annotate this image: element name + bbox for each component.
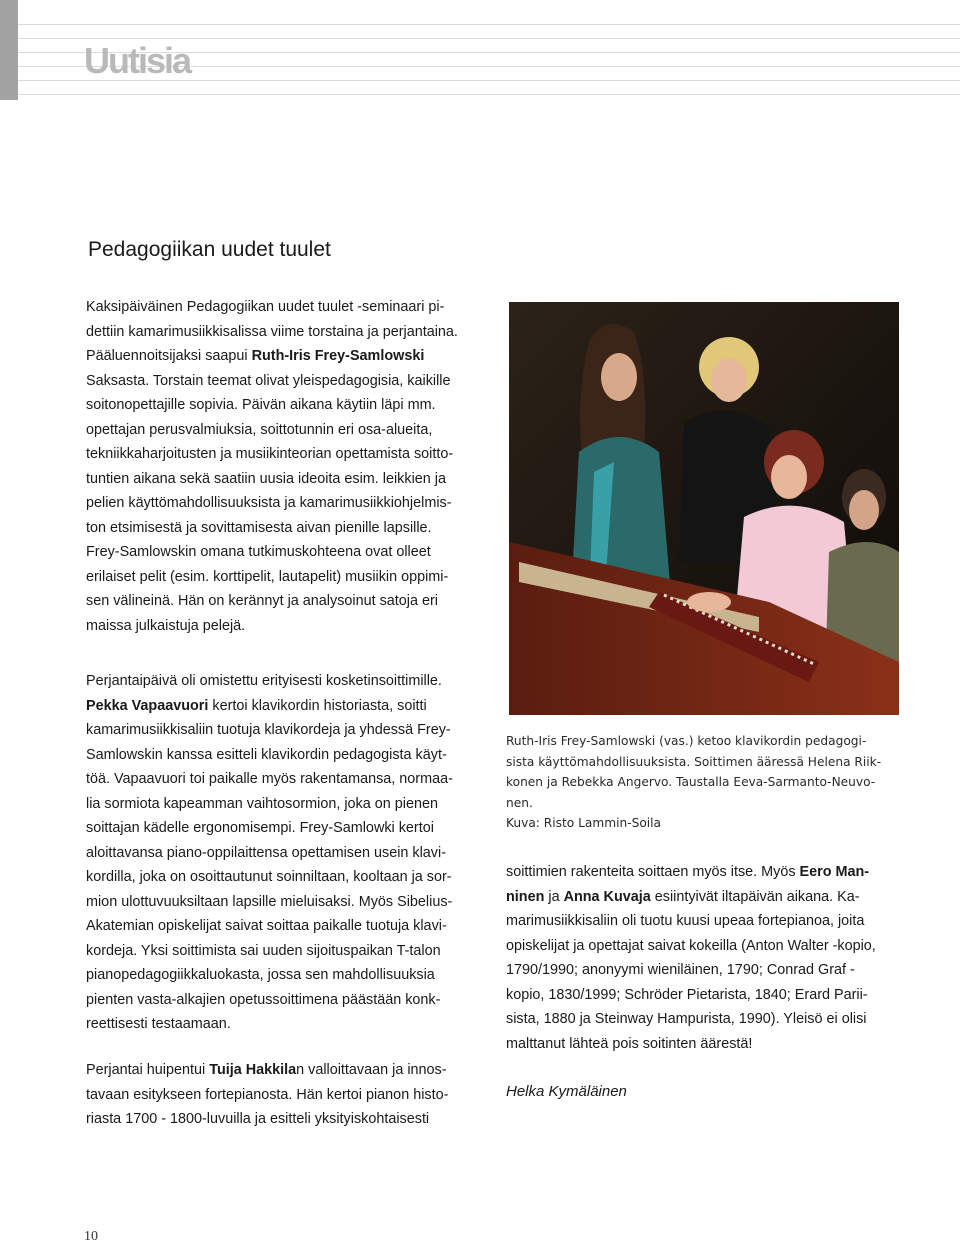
text-line: opettajan perusvalmiuksia, soittotunnin eri osa-alueita,	[86, 421, 433, 438]
text-line: kamarimusiikkisaliin tuotuja klavikordeja ja yhdessä Frey-	[86, 722, 451, 738]
text-line: tuntien aikana sekä saatiin uusia ideoita esim. leikkien ja	[86, 470, 446, 487]
text-line: sen välineinä. Hän on kerännyt ja analysoinut satoja eri	[86, 593, 438, 609]
photo-illustration	[509, 302, 899, 715]
text-line: pienten vasta-alkajien opetussoittimena päästään konk-	[86, 991, 441, 1008]
text-line: pianopedagogiikkaluokasta, jossa sen mahdollisuuksia	[86, 967, 435, 983]
text-line: Perjantaipäivä oli omistettu erityisesti kosketinsoittimille.	[86, 673, 442, 689]
text-line: riasta 1700 - 1800-luvuilla ja esitteli yksityiskohtaisesti	[86, 1111, 430, 1127]
text-line: sista, 1880 ja Steinway Hampurista, 1990). Yleisö ei olisi	[506, 1011, 867, 1027]
text-line: Samlowskin kanssa esitteli klavikordin pedagogista käyt-	[86, 746, 447, 763]
text-line: Kaksipäiväinen Pedagogiikan uudet tuulet -seminaari pi-	[86, 299, 445, 315]
text-line: pelien käyttömahdollisuuksista ja kamarimusiikkiohjelmis-	[86, 495, 452, 511]
text-line: Pekka Vapaavuori kertoi klavikordin historiasta, soitti	[86, 697, 427, 714]
text-line: dettiin kamarimusiikkisalissa viime torstaina ja perjantaina.	[86, 323, 458, 340]
article-paragraph-1	[86, 295, 486, 638]
text-line: tekniikkaharjoitusten ja musiikinteorian opettamista soitto-	[86, 446, 454, 462]
header-rule	[18, 38, 960, 39]
text-line: kordilla, joka on osoittautunut soinniltaan, kooltaan ja sor-	[86, 869, 452, 885]
photo-caption	[506, 731, 902, 834]
text-line: soitonopettajille sopivia. Päivän aikana käytiin läpi mm.	[86, 397, 436, 413]
article-title: Pedagogiikan uudet tuulet	[88, 238, 331, 261]
text-line: ton etsimisestä ja sovittamisesta aivan pienille lapsille.	[86, 519, 432, 536]
text-line: erilaiset pelit (esim. korttipelit, lautapelit) musiikin oppimi-	[86, 568, 449, 585]
article-author: Helka Kymäläinen	[506, 1083, 627, 1100]
header-rule	[18, 24, 960, 25]
text-line: maissa julkaistuja pelejä.	[86, 617, 246, 634]
article-photo	[509, 302, 899, 715]
article-paragraph-3	[86, 1058, 486, 1132]
text-line: opiskelijat ja opettajat saivat kokeilla (Anton Walter -kopio,	[506, 937, 876, 954]
text-line: malttanut lähteä pois soitinten äärestä!	[506, 1035, 753, 1052]
text-line: lia sormiota kapeamman vaihtosormion, joka on pienen	[86, 795, 438, 812]
page-number: 10	[84, 1229, 98, 1244]
text-line: mion ulottuvuuksiltaan lapsille mieluisaksi. Myös Sibelius-	[86, 893, 453, 910]
article-paragraph-2	[86, 669, 486, 1037]
text-line: 1790/1990; anonyymi wieniläinen, 1790; Conrad Graf -	[506, 962, 855, 978]
text-line: Perjantai huipentui Tuija Hakkilan valloittavaan ja innos-	[86, 1062, 447, 1078]
text-line: reettisesti testaamaan.	[86, 1016, 231, 1032]
text-line: Saksasta. Torstain teemat olivat yleispedagogisia, kaikille	[86, 372, 451, 389]
text-line: Pääluennoitsijaksi saapui Ruth-Iris Frey-Samlowski	[86, 348, 425, 364]
text-line: soittimien rakenteita soittaen myös itse. Myös Eero Man-	[506, 864, 870, 880]
text-line: töä. Vapaavuori toi paikalle myös rakentamansa, normaa-	[86, 771, 453, 787]
text-line: kordeja. Yksi soittimista sai uuden sijoituspaikan T-talon	[86, 942, 441, 959]
section-title: Uutisia	[84, 40, 191, 81]
text-line: tavaan esitykseen fortepianosta. Hän kertoi pianon histo-	[86, 1086, 449, 1103]
text-line: Frey-Samlowskin omana tutkimuskohteena ovat olleet	[86, 544, 431, 560]
text-line: ninen ja Anna Kuvaja esiintyivät iltapäivän aikana. Ka-	[506, 888, 860, 905]
text-line: Akatemian opiskelijat saivat soittaa paikalle tuotuja klavi-	[86, 918, 447, 934]
text-line: aloittavansa piano-oppilaittensa opettamisen usein klavi-	[86, 844, 446, 861]
text-line: soittajan kädelle ergonomisempi. Frey-Samlowki kertoi	[86, 820, 434, 836]
caption-line: Ruth-Iris Frey-Samlowski (vas.) ketoo klavikordin pedagogi-	[506, 734, 867, 748]
text-line: marimusiikkisaliin oli tuotu kuusi upeaa fortepianoa, joita	[506, 913, 865, 929]
text-line: kopio, 1830/1999; Schröder Pietarista, 1840; Erard Parii-	[506, 986, 868, 1003]
header-corner-bar	[0, 0, 18, 100]
caption-line: konen ja Rebekka Angervo. Taustalla Eeva-Sarmanto-Neuvo-	[506, 775, 876, 789]
header-rule	[18, 94, 960, 95]
article-paragraph-4	[506, 860, 906, 1056]
caption-line: Kuva: Risto Lammin-Soila	[506, 816, 662, 830]
caption-line: nen.	[506, 795, 533, 810]
caption-line: sista käyttömahdollisuuksista. Soittimen ääressä Helena Riik-	[506, 754, 882, 769]
